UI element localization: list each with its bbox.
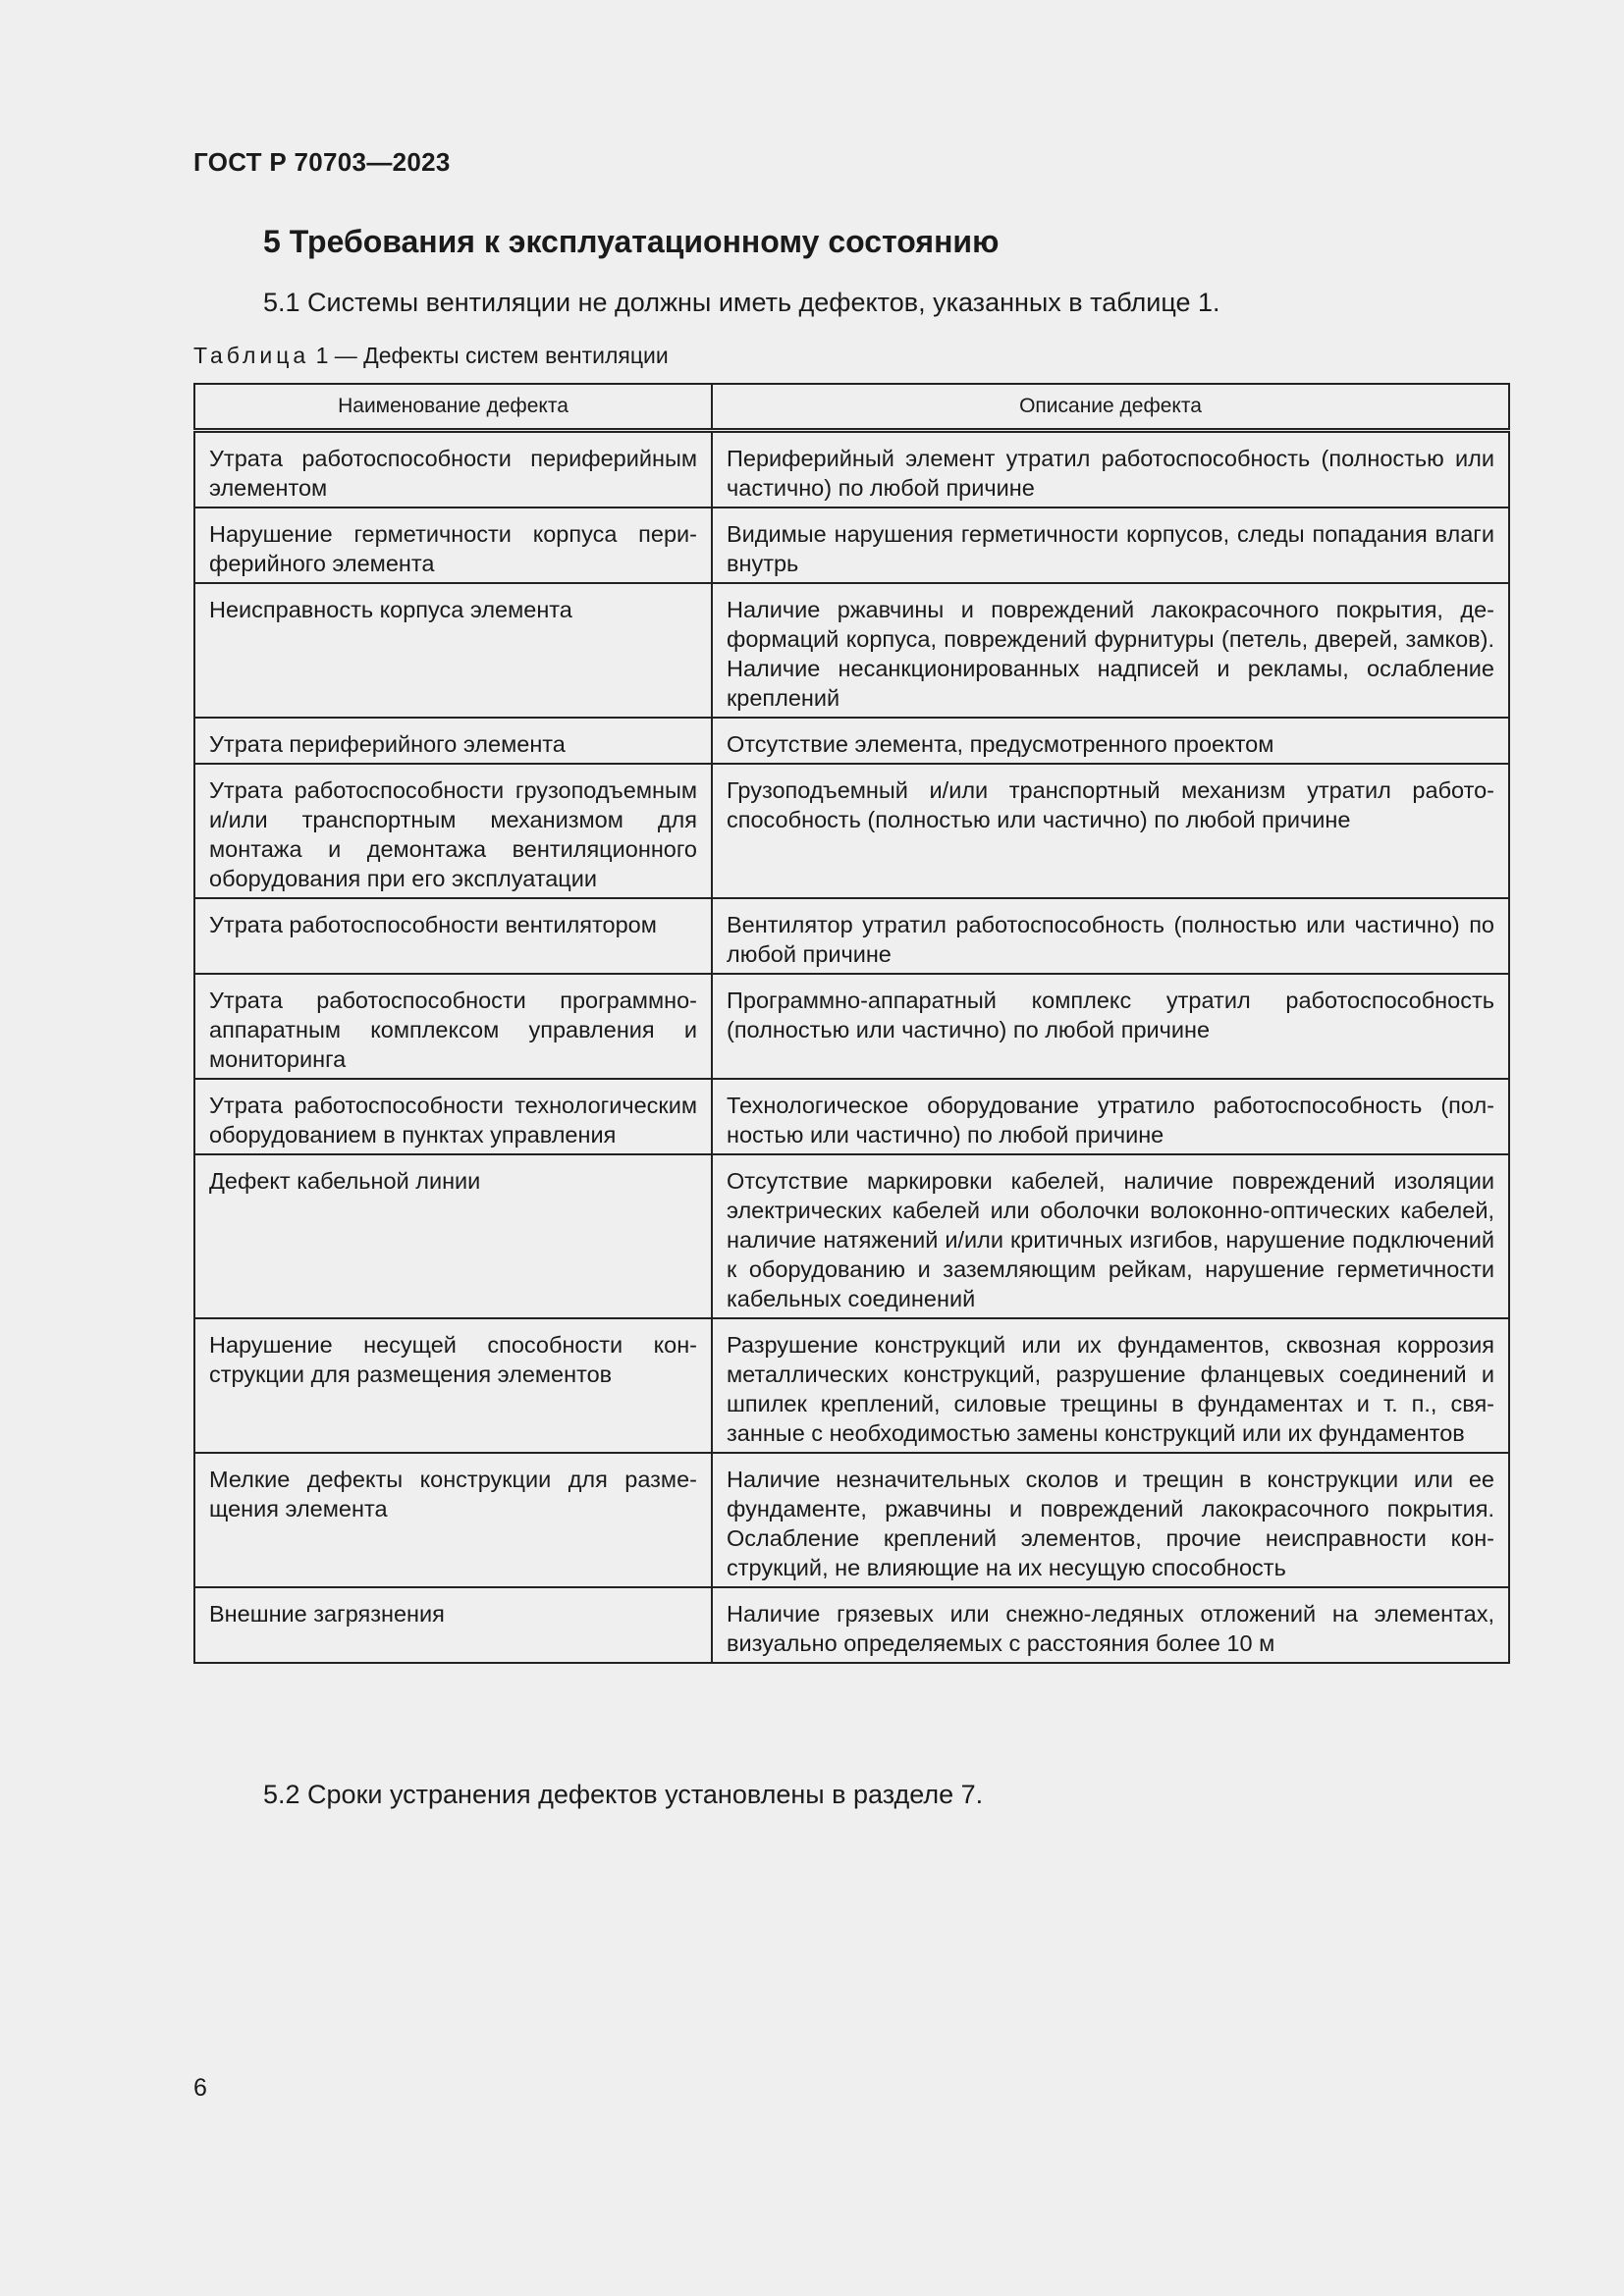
- paragraph-5-1: 5.1 Системы вентиляции не должны иметь дефектов, указанных в таблице 1.: [263, 288, 1220, 317]
- table-caption-word: Таблица: [193, 343, 310, 368]
- page-number: 6: [193, 2074, 207, 2102]
- table-header-row: [194, 384, 1509, 431]
- defect-name-cell: Внешние загрязнения: [194, 1587, 712, 1663]
- defect-description-cell: Разрушение конструкций или их фундаментов, сквозная коррозия металлических конструкций, разрушение фланцевых соединений и шпилек креплений, силовые трещины в фундаментах и т. п., связанные с необходимостью замены конструкций или их фундаментов: [712, 1318, 1509, 1453]
- table-row: [194, 718, 1509, 764]
- table-row: [194, 764, 1509, 898]
- table-row: [194, 1154, 1509, 1318]
- defect-name-cell: Утрата работоспособности вентилятором: [194, 898, 712, 974]
- table-row: [194, 1587, 1509, 1663]
- defect-description-cell: Вентилятор утратил работоспособность (полностью или частично) по любой причине: [712, 898, 1509, 974]
- section-title: 5 Требования к эксплуатационному состоянию: [263, 224, 1000, 259]
- defect-description-cell: Наличие грязевых или снежно-ледяных отложений на элементах, визуально определяемых с расстояния более 10 м: [712, 1587, 1509, 1663]
- document-code-header: ГОСТ Р 70703—2023: [193, 147, 451, 177]
- defect-description-cell: Грузоподъемный и/или транспортный механизм утратил работоспособность (полностью или частично) по любой причине: [712, 764, 1509, 898]
- defect-description-cell: Отсутствие маркировки кабелей, наличие повреждений изоляции электрических кабелей или оболочки волоконно-оптических кабелей, наличие натяжений и/или критичных изгибов, нарушение подключений к оборудованию и заземляющим рейкам, нарушение герметичности кабельных соединений: [712, 1154, 1509, 1318]
- column-header-defect-description: Описание дефекта: [712, 384, 1509, 431]
- defect-name-cell: Нарушение герметичности корпуса периферийного элемента: [194, 507, 712, 583]
- table-caption: [193, 343, 669, 369]
- defect-name-cell: Мелкие дефекты конструкции для размещения элемента: [194, 1453, 712, 1587]
- defect-description-cell: Наличие незначительных сколов и трещин в конструкции или ее фундаменте, ржавчины и повреждений лакокрасочного покрытия. Ослабление креплений элементов, прочие неисправности конструкций, не влияющие на их несущую способность: [712, 1453, 1509, 1587]
- defect-description-cell: Программно-аппаратный комплекс утратил работоспособность (полностью или частично) по любой причине: [712, 974, 1509, 1079]
- defects-table: [193, 383, 1510, 1664]
- table-row: [194, 507, 1509, 583]
- table-row: [194, 1453, 1509, 1587]
- table-caption-title: 1 — Дефекты систем вентиляции: [315, 343, 669, 368]
- defect-name-cell: Утрата работоспособности технологическим оборудованием в пунктах управления: [194, 1079, 712, 1154]
- defect-name-cell: Утрата работоспособности программно-аппаратным комплексом управления и мониторинга: [194, 974, 712, 1079]
- table-row: [194, 431, 1509, 508]
- defect-name-cell: Утрата работоспособности периферийным элементом: [194, 431, 712, 508]
- defect-name-cell: Утрата работоспособности грузоподъемным и/или транспортным механизмом для монтажа и демонтажа вентиляционного оборудования при его эксплуатации: [194, 764, 712, 898]
- table-row: [194, 1318, 1509, 1453]
- defect-name-cell: Неисправность корпуса элемента: [194, 583, 712, 718]
- paragraph-5-2: 5.2 Сроки устранения дефектов установлены в разделе 7.: [263, 1780, 984, 1809]
- defect-description-cell: Видимые нарушения герметичности корпусов, следы попадания влаги внутрь: [712, 507, 1509, 583]
- table-row: [194, 583, 1509, 718]
- defect-name-cell: Дефект кабельной линии: [194, 1154, 712, 1318]
- defect-name-cell: Нарушение несущей способности конструкции для размещения элементов: [194, 1318, 712, 1453]
- defect-description-cell: Наличие ржавчины и повреждений лакокрасочного покрытия, деформаций корпуса, повреждений фурнитуры (петель, дверей, замков). Наличие несанкционированных надписей и рекламы, ослабление креплений: [712, 583, 1509, 718]
- defect-description-cell: Отсутствие элемента, предусмотренного проектом: [712, 718, 1509, 764]
- table-row: [194, 898, 1509, 974]
- defect-description-cell: Технологическое оборудование утратило работоспособность (полностью или частично) по любой причине: [712, 1079, 1509, 1154]
- table-row: [194, 974, 1509, 1079]
- table-row: [194, 1079, 1509, 1154]
- defect-name-cell: Утрата периферийного элемента: [194, 718, 712, 764]
- defect-description-cell: Периферийный элемент утратил работоспособность (полностью или частично) по любой причине: [712, 431, 1509, 508]
- column-header-defect-name: Наименование дефекта: [194, 384, 712, 431]
